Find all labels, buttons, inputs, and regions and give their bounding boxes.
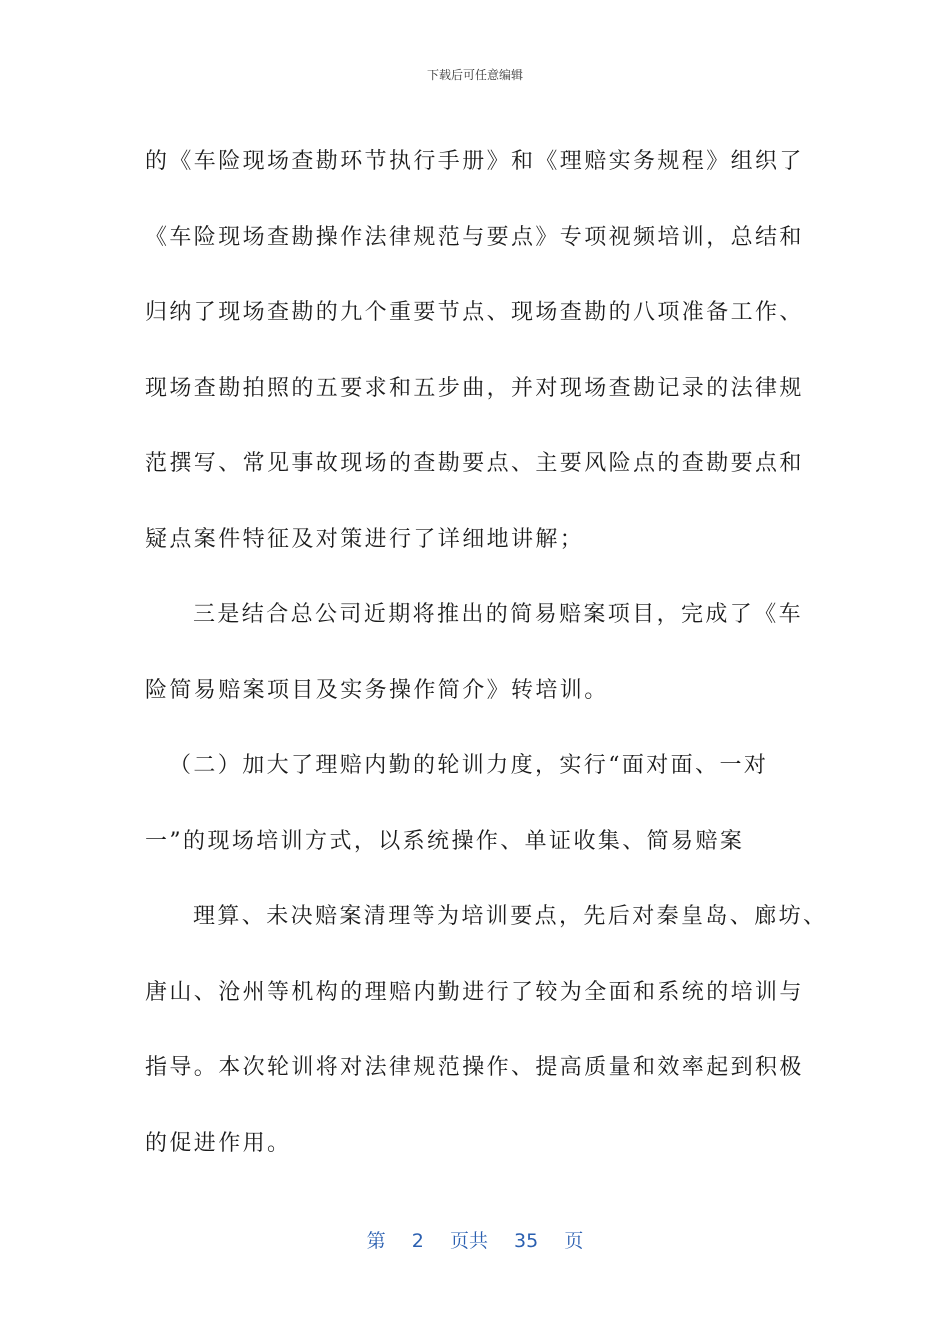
body-line: 理算、未决赔案清理等为培训要点，先后对秦皇岛、廊坊、 (193, 904, 828, 929)
document-body (145, 124, 828, 1181)
footer-suffix: 页 (564, 1230, 584, 1252)
body-line: 疑点案件特征及对策进行了详细地讲解； (145, 526, 585, 552)
footer-prefix: 第 (366, 1230, 386, 1252)
body-line: 一”的现场培训方式，以系统操作、单证收集、简易赔案 (145, 828, 745, 854)
body-line: 的促进作用。 (145, 1130, 292, 1156)
footer-middle: 页共 (449, 1230, 488, 1252)
body-line: 的《车险现场查勘环节执行手册》和《理赔实务规程》组织了 (145, 149, 804, 174)
footer-current-page: 2 (411, 1230, 424, 1252)
body-line: 唐山、沧州等机构的理赔内勤进行了较为全面和系统的培训与 (145, 979, 804, 1005)
body-line: 范撰写、常见事故现场的查勘要点、主要风险点的查勘要点和 (145, 451, 804, 476)
body-line: 险简易赔案项目及实务操作简介》转培训。 (145, 677, 609, 703)
body-line: 指导。本次轮训将对法律规范操作、提高质量和效率起到积极 (145, 1055, 804, 1080)
body-line: 现场查勘拍照的五要求和五步曲，并对现场查勘记录的法律规 (145, 375, 804, 401)
header-note: 下载后可任意编辑 (426, 68, 523, 82)
footer-total-pages: 35 (514, 1230, 539, 1252)
page-footer (0, 1226, 950, 1253)
body-line: 三是结合总公司近期将推出的简易赔案项目，完成了《车 (193, 602, 804, 627)
body-line: 归纳了现场查勘的九个重要节点、现场查勘的八项准备工作、 (145, 300, 804, 325)
body-line: （二）加大了理赔内勤的轮训力度，实行“面对面、一对 (169, 753, 769, 778)
body-line: 《车险现场查勘操作法律规范与要点》专项视频培训，总结和 (145, 224, 804, 250)
